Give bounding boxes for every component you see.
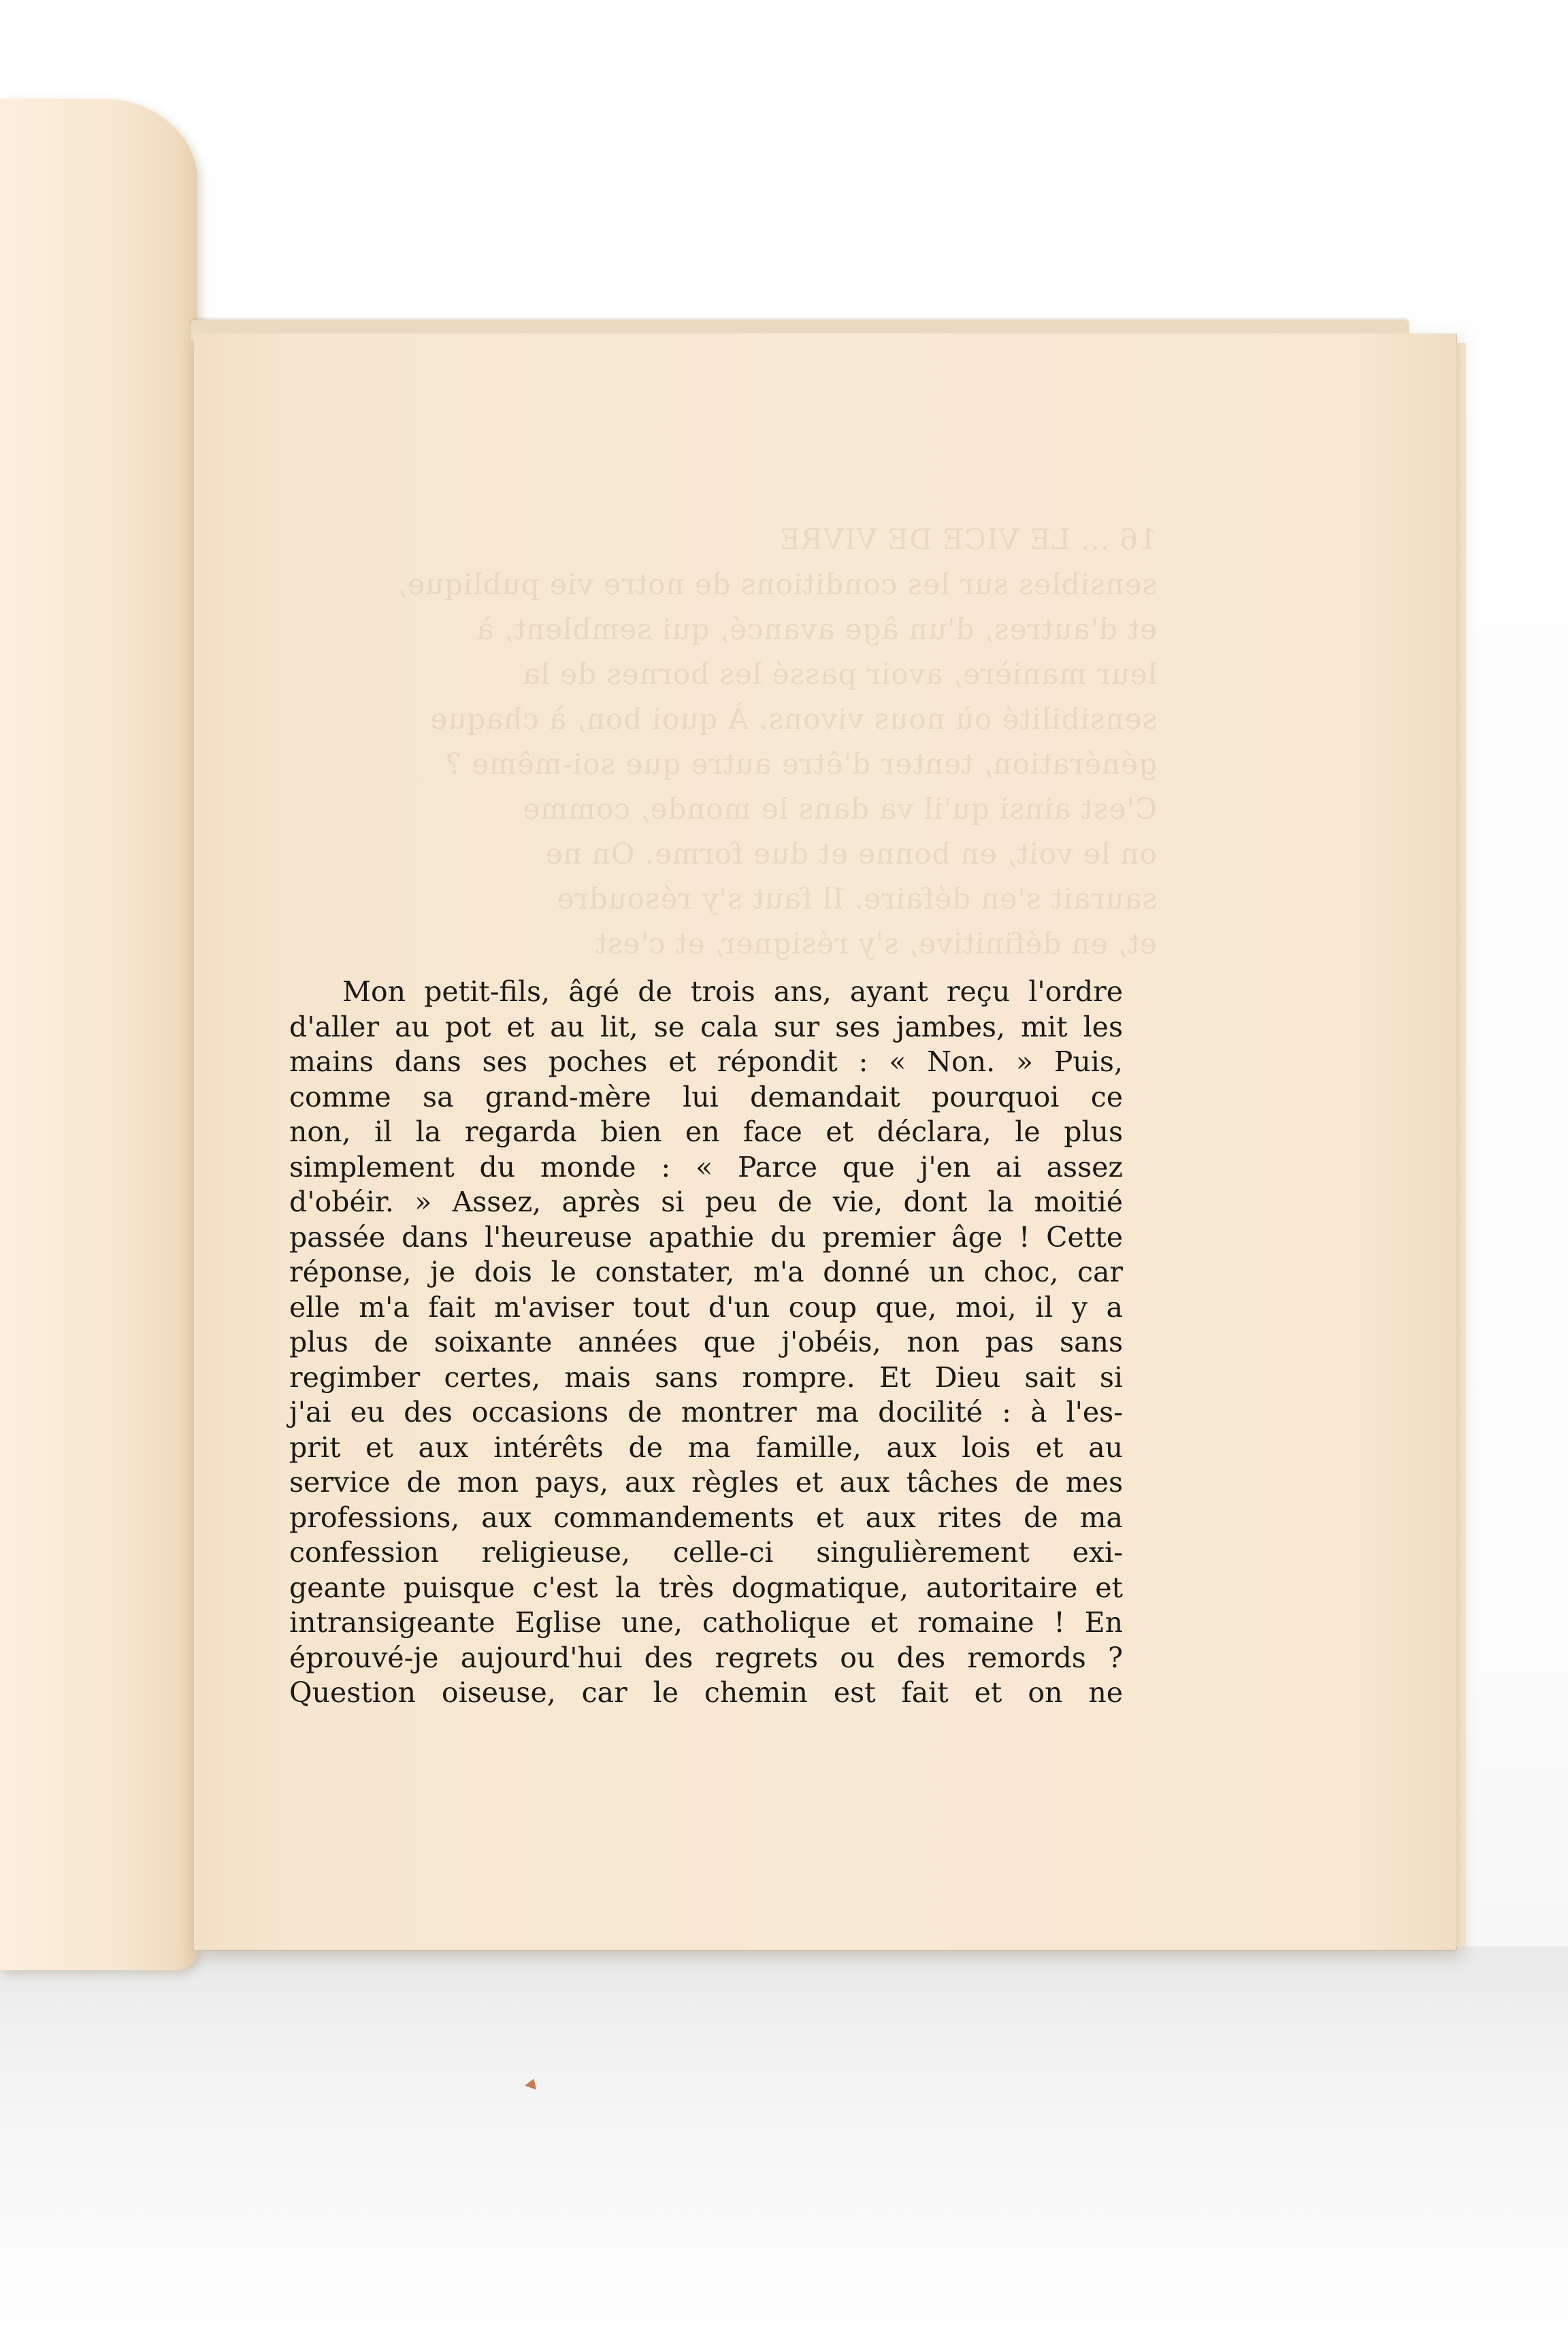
table-surface bbox=[0, 1946, 1568, 2352]
bleed-line: 16 ... LE VICE DE VIVRE bbox=[779, 523, 1157, 556]
paragraph bbox=[289, 975, 1123, 1711]
bleed-line: on le voit, en bonne et due forme. On ne bbox=[544, 837, 1157, 870]
show-through-text bbox=[313, 517, 1157, 994]
text-line: Mon petit-fils, âgé de trois ans, ayant reçu l'ordre bbox=[342, 975, 1123, 1008]
text-line: geante puisque c'est la très dogmatique, autoritaire et bbox=[289, 1571, 1123, 1604]
text-line: non, il la regarda bien en face et déclara, le plus bbox=[289, 1115, 1123, 1148]
text-line: j'ai eu des occasions de montrer ma docilité : à l'es- bbox=[289, 1396, 1123, 1428]
bleed-line: C'est ainsi qu'il va dans le monde, comme bbox=[522, 792, 1157, 826]
text-line: d'aller au pot et au lit, se cala sur ses jambes, mit les bbox=[289, 1010, 1123, 1043]
left-page-curl bbox=[0, 99, 197, 1970]
text-line: service de mon pays, aux règles et aux tâches de mes bbox=[289, 1466, 1123, 1499]
bleed-line: sensibilité où nous vivons. À quoi bon, à chaque bbox=[429, 702, 1157, 736]
text-line: elle m'a fait m'aviser tout d'un coup que, moi, il y a bbox=[289, 1290, 1123, 1324]
text-line: confession religieuse, celle-ci singulièrement exi- bbox=[289, 1536, 1123, 1569]
bleed-line: leur manière, avoir passé les bornes de la bbox=[522, 657, 1157, 691]
bleed-line: sensibles sur les conditions de notre vie publique, bbox=[397, 568, 1157, 601]
text-line: simplement du monde : « Parce que j'en ai assez bbox=[289, 1150, 1123, 1183]
text-line: professions, aux commandements et aux rites de ma bbox=[289, 1501, 1123, 1534]
text-line: plus de soixante années que j'obéis, non pas sans bbox=[289, 1326, 1123, 1358]
text-line: regimber certes, mais sans rompre. Et Dieu sait si bbox=[289, 1360, 1123, 1394]
bleed-line: génération, tenter d'être autre que soi-même ? bbox=[445, 747, 1157, 781]
text-line: d'obéir. » Assez, après si peu de vie, dont la moitié bbox=[289, 1186, 1123, 1218]
text-line: réponse, je dois le constater, m'a donné un choc, car bbox=[289, 1256, 1123, 1288]
text-line: comme sa grand-mère lui demandait pourquoi ce bbox=[289, 1080, 1123, 1113]
text-line: prit et aux intérêts de ma famille, aux lois et au bbox=[289, 1431, 1123, 1464]
bleed-line: saurait s'en défaire. Il faut s'y résoudre bbox=[556, 882, 1157, 915]
text-line: intransigeante Eglise une, catholique et romaine ! En bbox=[289, 1606, 1123, 1639]
bleed-line: et, en définitive, s'y résigner, et c'est bbox=[595, 927, 1157, 960]
text-line: passée dans l'heureuse apathie du premier âge ! Cette bbox=[289, 1220, 1123, 1254]
text-line: Question oiseuse, car le chemin est fait et on ne bbox=[289, 1676, 1123, 1709]
text-line: éprouvé-je aujourd'hui des regrets ou des remords ? bbox=[289, 1641, 1123, 1674]
text-line: mains dans ses poches et répondit : « Non. » Puis, bbox=[289, 1045, 1123, 1078]
bleed-line: et d'autres, d'un âge avancé, qui semblent, à bbox=[476, 612, 1157, 646]
